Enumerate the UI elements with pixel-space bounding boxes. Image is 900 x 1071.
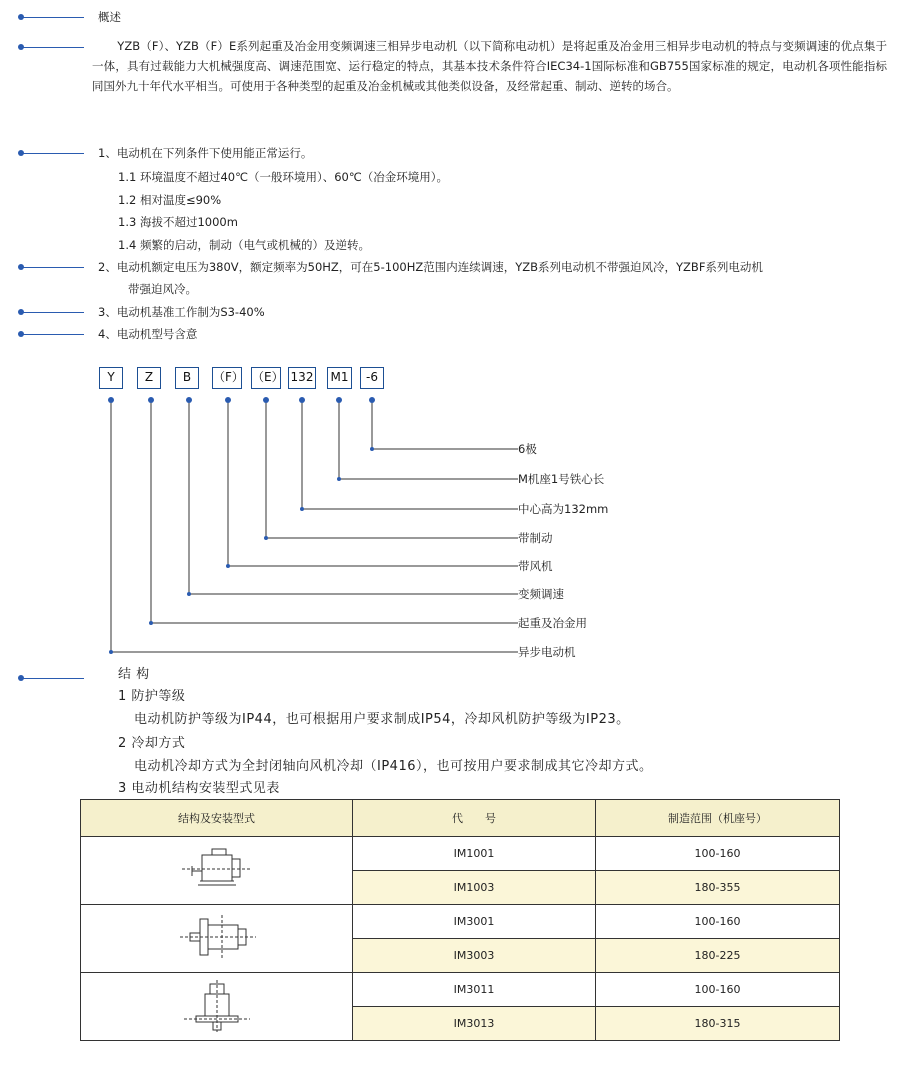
- table-range: 180-315: [596, 1007, 840, 1041]
- meaning-vf: 变频调速: [518, 587, 564, 601]
- overview-paragraph: YZB（F）、YZB（F）E系列起重及冶金用变频调速三相异步电动机（以下简称电动机）是将起重及冶金用三相异步电动机的特点与变频调速的优点集于一体，具有过载能力大机械强度高、调速范围宽、运行稳定的特点，其基本技术条件符合IEC34-1国际标准和GB755国家标准的规定，电动机各项性能指标同国外九十年代水平相当。可使用于各种类型的起重及冶金机械或其他类似设备，及经常起重、制动、逆转的场合。: [92, 39, 887, 93]
- condition-sub-4: 1.4 频繁的启动，制动（电气或机械的）及逆转。: [118, 238, 370, 252]
- meaning-brake: 带制动: [518, 531, 553, 545]
- code-box-132: 132: [288, 367, 316, 389]
- code-box-6: -6: [360, 367, 384, 389]
- condition-item-1: 1、电动机在下列条件下使用能正常运行。: [98, 146, 313, 160]
- table-range: 100-160: [596, 905, 840, 939]
- structure-s1-text: 电动机防护等级为IP44，也可根据用户要求制成IP54，冷却风机防护等级为IP23。: [134, 712, 630, 727]
- meaning-async: 异步电动机: [518, 645, 576, 659]
- meaning-fan: 带风机: [518, 559, 553, 573]
- table-code: IM3001: [353, 905, 596, 939]
- table-code: IM3013: [353, 1007, 596, 1041]
- table-code: IM1001: [353, 837, 596, 871]
- condition-item-2-cont: 带强迫风冷。: [128, 282, 197, 296]
- structure-s2-text: 电动机冷却方式为全封闭轴向风机冷却（IP416），也可按用户要求制成其它冷却方式。: [134, 759, 653, 774]
- foot-mounted-motor-icon: [172, 841, 262, 897]
- code-box-e: （E）: [251, 367, 281, 389]
- diagram-cell: [81, 905, 353, 973]
- structure-heading: 结 构: [118, 667, 150, 682]
- code-box-z: Z: [137, 367, 161, 389]
- meaning-poles: 6极: [518, 442, 537, 456]
- meaning-frame: M机座1号铁心长: [518, 472, 605, 486]
- table-code: IM3003: [353, 939, 596, 973]
- table-row: [81, 837, 840, 871]
- meaning-crane: 起重及冶金用: [518, 616, 587, 630]
- overview-heading: 概述: [98, 10, 121, 24]
- structure-s2-title: 2 冷却方式: [118, 736, 186, 751]
- table-header-range: 制造范围（机座号）: [596, 800, 840, 837]
- condition-item-4: 4、电动机型号含意: [98, 327, 198, 341]
- code-box-f: （F）: [212, 367, 242, 389]
- table-code: IM3011: [353, 973, 596, 1007]
- table-range: 100-160: [596, 837, 840, 871]
- condition-item-3: 3、电动机基准工作制为S3-40%: [98, 305, 265, 319]
- condition-sub-2: 1.2 相对温度≤90%: [118, 193, 222, 207]
- table-header-code: 代 号: [353, 800, 596, 837]
- condition-item-2: 2、电动机额定电压为380V，额定频率为50HZ，可在5-100HZ范围内连续调速，YZB系列电动机不带强迫风冷，YZBF系列电动机: [98, 260, 763, 274]
- table-code: IM1003: [353, 871, 596, 905]
- structure-s3-title: 3 电动机结构安装型式见表: [118, 781, 280, 796]
- table-row: [81, 905, 840, 939]
- table-header-type: 结构及安装型式: [81, 800, 353, 837]
- table-row: [81, 973, 840, 1007]
- flange-mounted-motor-icon: [172, 909, 262, 965]
- code-box-m1: M1: [327, 367, 352, 389]
- mounting-table: [80, 799, 840, 1041]
- vertical-flange-motor-icon: [172, 976, 262, 1034]
- code-box-y: Y: [99, 367, 123, 389]
- condition-sub-1: 1.1 环境温度不超过40℃（一般环境用）、60℃（冶金环境用）。: [118, 170, 449, 184]
- code-box-b: B: [175, 367, 199, 389]
- diagram-cell: [81, 837, 353, 905]
- table-range: 180-355: [596, 871, 840, 905]
- table-range: 100-160: [596, 973, 840, 1007]
- condition-sub-3: 1.3 海拔不超过1000m: [118, 215, 238, 229]
- structure-s1-title: 1 防护等级: [118, 689, 186, 704]
- meaning-center-height: 中心高为132mm: [518, 502, 609, 516]
- diagram-cell: [81, 973, 353, 1041]
- table-range: 180-225: [596, 939, 840, 973]
